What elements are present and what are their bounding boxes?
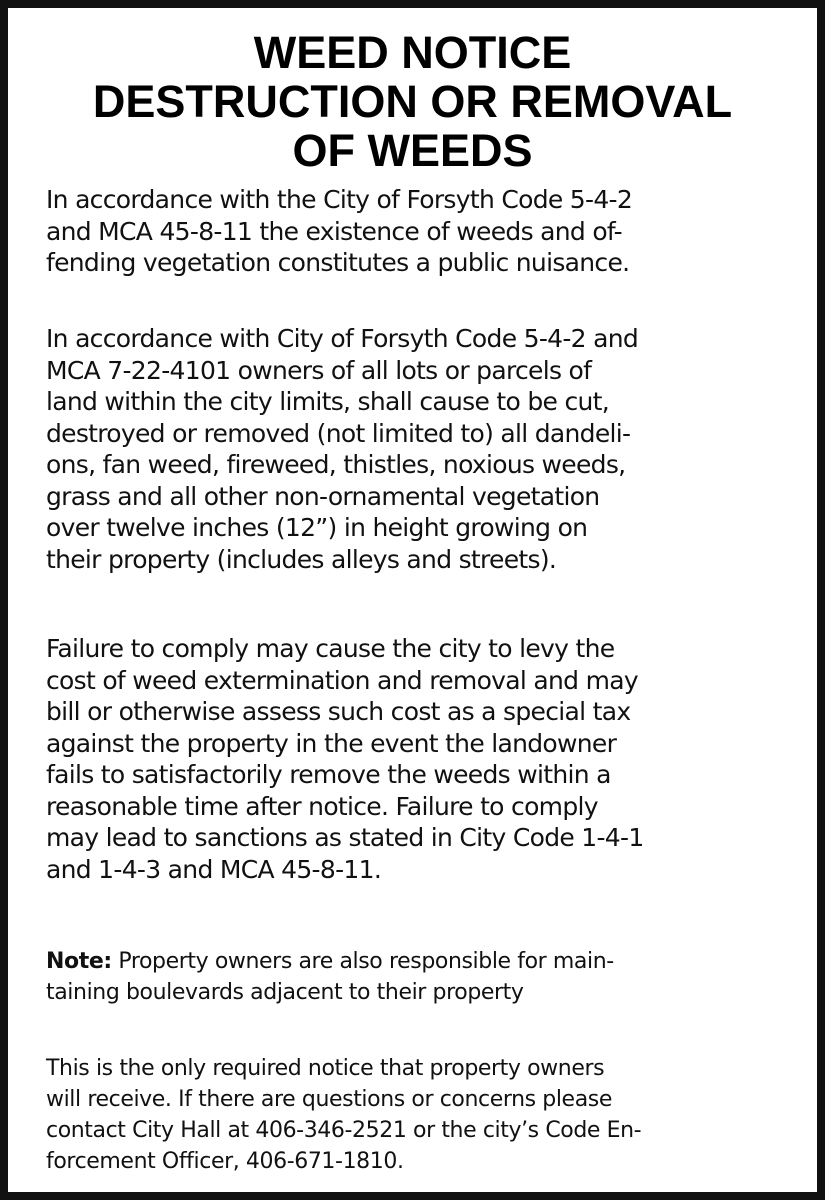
paragraph-line: will receive. If there are questions or concerns please bbox=[46, 1087, 612, 1112]
paragraph-line: ons, fan weed, fireweed, thistles, noxious weeds, bbox=[46, 450, 626, 479]
paragraph-line: grass and all other non-ornamental vegetation bbox=[46, 481, 600, 511]
paragraph-line: forcement Officer, 406-671-1810. bbox=[46, 1149, 404, 1174]
paragraph-line: may lead to sanctions as stated in City Code 1-4-1 bbox=[46, 823, 644, 852]
paragraph-line: In accordance with the City of Forsyth Code 5-4-2 bbox=[46, 185, 633, 214]
title-line: WEED NOTICE bbox=[253, 27, 572, 78]
paragraph-line: against the property in the event the landowner bbox=[46, 728, 617, 758]
paragraph-line: MCA 7-22-4101 owners of all lots or parcels of bbox=[46, 355, 592, 385]
paragraph-line: over twelve inches (12”) in height growing on bbox=[46, 513, 588, 542]
title-line: DESTRUCTION OR REMOVAL bbox=[92, 76, 733, 127]
nuisance-paragraph bbox=[46, 184, 796, 279]
paragraph-line: reasonable time after notice. Failure to comply bbox=[46, 791, 598, 821]
paragraph-line: This is the only required notice that property owners bbox=[46, 1056, 605, 1081]
note-label: Note: bbox=[46, 949, 112, 974]
note-line: taining boulevards adjacent to their property bbox=[46, 980, 524, 1005]
paragraph-line: destroyed or removed (not limited to) all dandeli- bbox=[46, 418, 631, 448]
contact-paragraph bbox=[46, 1053, 796, 1177]
paragraph-line: fails to satisfactorily remove the weeds within a bbox=[46, 760, 611, 789]
note-paragraph bbox=[46, 946, 796, 1008]
paragraph-line: In accordance with City of Forsyth Code 5-4-2 and bbox=[46, 324, 639, 353]
note-text: Property owners are also responsible for main- bbox=[118, 949, 614, 974]
paragraph-line: contact City Hall at 406-346-2521 or the city’s Code En- bbox=[46, 1118, 642, 1143]
paragraph-line: bill or otherwise assess such cost as a special tax bbox=[46, 697, 631, 726]
paragraph-line: and MCA 45-8-11 the existence of weeds and of- bbox=[46, 216, 622, 246]
notice-title bbox=[16, 28, 809, 175]
paragraph-line: fending vegetation constitutes a public nuisance. bbox=[46, 248, 630, 277]
note-line bbox=[46, 946, 796, 977]
paragraph-line: their property (includes alleys and streets). bbox=[46, 544, 557, 574]
paragraph-line: land within the city limits, shall cause to be cut, bbox=[46, 387, 609, 416]
title-line: OF WEEDS bbox=[292, 125, 533, 176]
owner-responsibility-paragraph bbox=[46, 323, 796, 575]
failure-to-comply-paragraph bbox=[46, 633, 796, 885]
paragraph-line: Failure to comply may cause the city to levy the bbox=[46, 634, 615, 663]
paragraph-line: and 1-4-3 and MCA 45-8-11. bbox=[46, 854, 382, 884]
paragraph-line: cost of weed extermination and removal and may bbox=[46, 665, 638, 695]
